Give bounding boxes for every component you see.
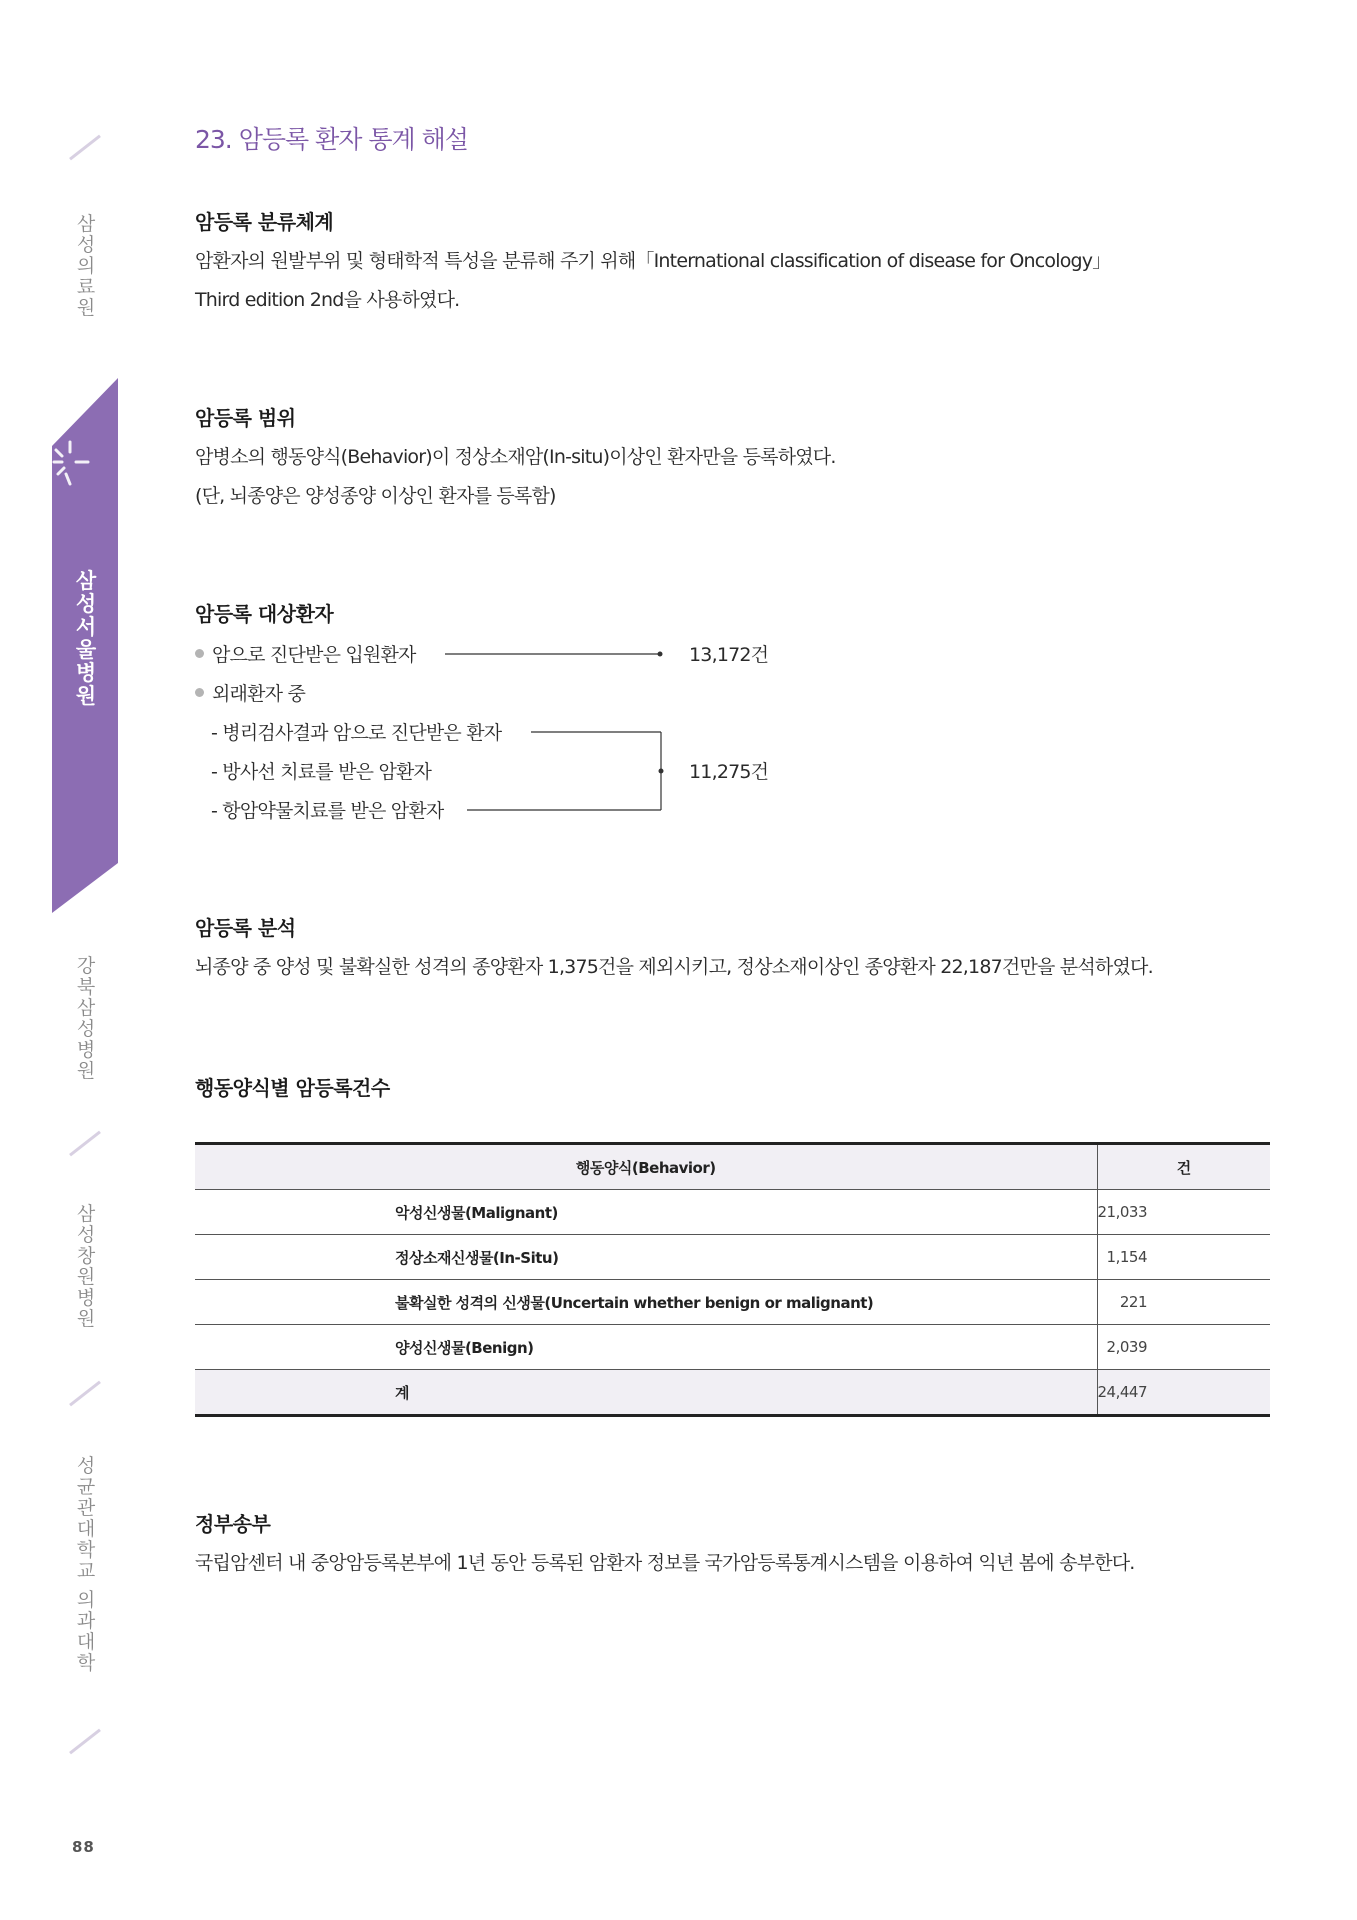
sidebar-char: 성 — [76, 234, 96, 256]
page-title: 23. 암등록 환자 통계 해설 — [195, 125, 468, 154]
divider-slash — [69, 1131, 101, 1157]
outpatient-sub3: - 항암약물치료를 받은 암환자 — [211, 800, 444, 822]
sidebar-char: 원 — [76, 1308, 96, 1330]
sidebar-char: 성 — [76, 1018, 96, 1040]
sidebar-char: 료 — [76, 276, 96, 298]
table-header-row — [195, 1144, 1270, 1190]
sidebar-char: 창 — [76, 1245, 96, 1267]
table-row — [195, 1325, 1270, 1370]
outpatient-sub1: - 병리검사결과 암으로 진단받은 환자 — [211, 722, 502, 744]
table-row — [195, 1280, 1270, 1325]
sidebar-char: 삼 — [76, 1203, 96, 1225]
sidebar-nav — [0, 0, 140, 1920]
sidebar-char: 성 — [76, 1224, 96, 1246]
sidebar-item-samsung-changwon-hospital[interactable] — [66, 1204, 106, 1330]
row-label: 정상소재신생물(In-Situ) — [195, 1235, 1097, 1280]
divider-slash — [69, 1729, 101, 1755]
table-total-row — [195, 1370, 1270, 1416]
sidebar-char: 서 — [75, 615, 97, 639]
sidebar-char: 병 — [76, 1039, 96, 1061]
sidebar-char: 원 — [76, 1266, 96, 1288]
sidebar-char: 원 — [76, 1060, 96, 1082]
sidebar-char: 병 — [75, 661, 97, 685]
table-row — [195, 1190, 1270, 1235]
sidebar-item-samsung-medical-center[interactable] — [66, 214, 106, 319]
row-value: 221 — [1097, 1280, 1270, 1325]
sidebar-char: 관 — [76, 1497, 96, 1519]
row-value: 21,033 — [1097, 1190, 1270, 1235]
total-value: 24,447 — [1097, 1370, 1270, 1416]
sidebar-char: 교 — [76, 1560, 96, 1582]
page-number: 88 — [72, 1838, 95, 1856]
section-heading-targets: 암등록 대상환자 — [195, 602, 334, 626]
sparkle-icon — [52, 440, 92, 486]
table-header-behavior: 행동양식(Behavior) — [195, 1144, 1097, 1190]
behavior-table — [195, 1142, 1270, 1417]
row-value: 2,039 — [1097, 1325, 1270, 1370]
sidebar-char: 병 — [76, 1287, 96, 1309]
report-text-line1: 국립암센터 내 중앙암등록본부에 1년 동안 등록된 암환자 정보를 국가암등록통계시스템을 이용하여 익년 봄에 송부한다. — [195, 1552, 1135, 1574]
sidebar-item-samsung-seoul-hospital[interactable] — [66, 570, 106, 708]
sidebar-char: 의 — [76, 1589, 96, 1611]
section-heading-analysis: 암등록 분석 — [195, 916, 296, 940]
table-heading: 행동양식별 암등록건수 — [195, 1076, 390, 1100]
sidebar-char: 성 — [75, 592, 97, 616]
sidebar-char: 균 — [76, 1476, 96, 1498]
sidebar-char: 원 — [75, 684, 97, 708]
row-label: 악성신생물(Malignant) — [195, 1190, 1097, 1235]
classification-text-line1: 암환자의 원발부위 및 형태학적 특성을 분류해 주기 위해「International classification of disease for Oncology」 — [195, 250, 1111, 272]
sidebar-item-skku-medicine[interactable] — [66, 1456, 106, 1674]
row-label: 양성신생물(Benign) — [195, 1325, 1097, 1370]
sidebar-char: 학 — [76, 1539, 96, 1561]
divider-slash — [69, 1381, 101, 1407]
bracket-connector-lines — [195, 640, 895, 830]
sidebar-char: 의 — [76, 255, 96, 277]
sidebar-char: 대 — [76, 1631, 96, 1653]
section-heading-scope: 암등록 범위 — [195, 406, 296, 430]
outpatient-sub2: - 방사선 치료를 받은 암환자 — [211, 761, 432, 783]
sidebar-char: 북 — [76, 976, 96, 998]
sidebar-char: 강 — [76, 955, 96, 977]
classification-text-line2: Third edition 2nd을 사용하였다. — [195, 289, 460, 311]
total-label: 계 — [195, 1370, 1097, 1416]
table-row — [195, 1235, 1270, 1280]
section-heading-classification: 암등록 분류체계 — [195, 210, 334, 234]
table-header-count: 건 — [1097, 1144, 1270, 1190]
scope-text-line2: (단, 뇌종양은 양성종양 이상인 환자를 등록함) — [195, 485, 556, 507]
analysis-text-line1: 뇌종양 중 양성 및 불확실한 성격의 종양환자 1,375건을 제외시키고, 정상소재이상인 종양환자 22,187건만을 분석하였다. — [195, 956, 1153, 978]
sidebar-char: 삼 — [75, 569, 97, 593]
divider-slash — [69, 135, 101, 161]
scope-text-line1: 암병소의 행동양식(Behavior)이 정상소재암(In-situ)이상인 환자만을 등록하였다. — [195, 446, 836, 468]
sidebar-item-kangbuk-samsung-hospital[interactable] — [66, 956, 106, 1082]
sidebar-char: 삼 — [76, 213, 96, 235]
sidebar-char: 과 — [76, 1610, 96, 1632]
sidebar-char: 학 — [76, 1652, 96, 1674]
outpatient-label: 외래환자 중 — [212, 683, 306, 705]
sidebar-char: 원 — [76, 297, 96, 319]
sidebar-char: 성 — [76, 1455, 96, 1477]
inpatient-count: 13,172건 — [689, 644, 769, 666]
row-label: 불확실한 성격의 신생물(Uncertain whether benign or malignant) — [195, 1280, 1097, 1325]
sidebar-char: 대 — [76, 1518, 96, 1540]
row-value: 1,154 — [1097, 1235, 1270, 1280]
inpatient-label: 암으로 진단받은 입원환자 — [212, 644, 416, 666]
sidebar-char: 울 — [75, 638, 97, 662]
section-heading-report: 정부송부 — [195, 1512, 271, 1536]
outpatient-count: 11,275건 — [689, 761, 769, 783]
targets-diagram — [195, 640, 895, 830]
sidebar-char: 삼 — [76, 997, 96, 1019]
